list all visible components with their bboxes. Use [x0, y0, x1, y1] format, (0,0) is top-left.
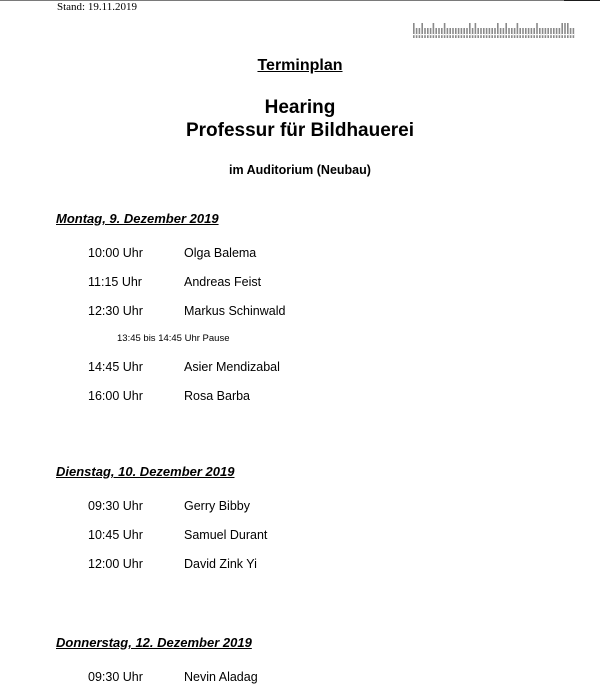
slot-name: Gerry Bibby [184, 499, 250, 513]
slot-name: Nevin Aladag [184, 670, 258, 684]
slot-name: Markus Schinwald [184, 304, 286, 318]
slot-name: Rosa Barba [184, 389, 251, 403]
document-title [0, 57, 600, 75]
slot-time: 12:00 Uhr [88, 557, 143, 571]
slot-time: 12:30 Uhr [88, 304, 143, 318]
slot-time: 10:45 Uhr [88, 528, 143, 542]
top-rule-accent [564, 0, 600, 1]
day-heading-tuesday: Dienstag, 10. Dezember 2019 [56, 464, 235, 479]
institution-logo-icon [413, 22, 575, 39]
stand-date: Stand: 19.11.2019 [57, 1, 137, 13]
document-title-text: Terminplan [257, 57, 343, 74]
slot-time: 10:00 Uhr [88, 246, 143, 260]
slot-time: 09:30 Uhr [88, 670, 143, 684]
slot-time: 16:00 Uhr [88, 389, 143, 403]
slot-time: 11:15 Uhr [88, 275, 142, 289]
day-heading-monday: Montag, 9. Dezember 2019 [56, 211, 219, 226]
slot-time: 09:30 Uhr [88, 499, 143, 513]
slot-name: Olga Balema [184, 246, 257, 260]
heading-hearing: Hearing [264, 97, 336, 118]
slot-name: Samuel Durant [184, 528, 268, 542]
pause-note: 13:45 bis 14:45 Uhr Pause [117, 333, 230, 344]
slot-name: David Zink Yi [184, 557, 257, 571]
location-text: im Auditorium (Neubau) [229, 163, 371, 177]
heading-professorship: Professur für Bildhauerei [185, 120, 415, 141]
slot-name: Asier Mendizabal [184, 360, 280, 374]
slot-time: 14:45 Uhr [88, 360, 143, 374]
day-heading-thursday: Donnerstag, 12. Dezember 2019 [56, 635, 252, 650]
slot-name: Andreas Feist [184, 275, 262, 289]
